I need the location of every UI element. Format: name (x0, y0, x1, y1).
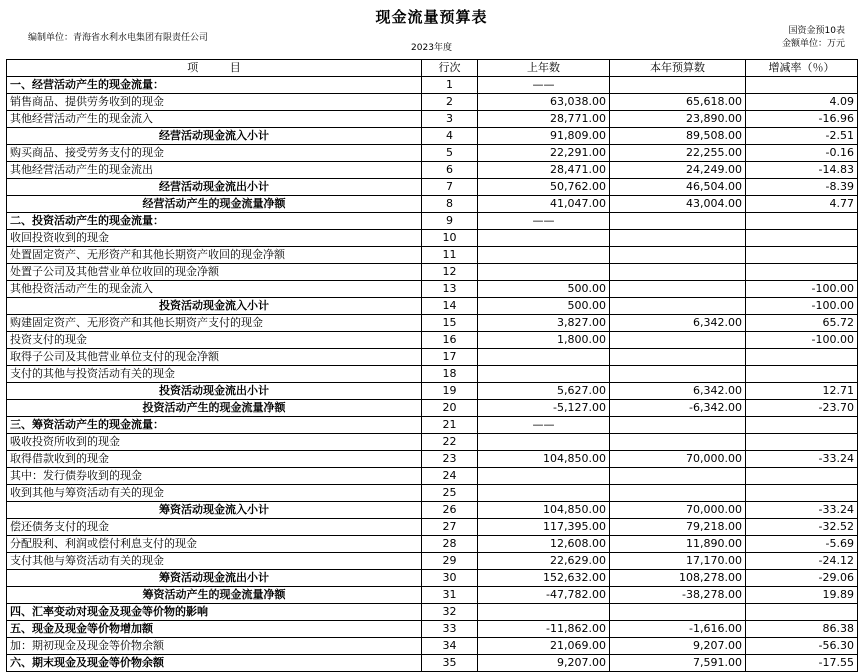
table-row (7, 94, 858, 111)
report-period: 2023年度 (411, 43, 452, 53)
row-item-label: 经营活动产生的现金流量净额 (7, 196, 422, 213)
form-code: 国资金预10表 (788, 26, 845, 36)
row-line-number: 19 (422, 383, 478, 400)
row-budget-year-amount: 46,504.00 (610, 179, 746, 196)
table-row (7, 332, 858, 349)
row-item-label: 筹资活动产生的现金流量净额 (7, 587, 422, 604)
row-prev-year-amount (478, 230, 610, 247)
row-line-number: 33 (422, 621, 478, 638)
table-row (7, 502, 858, 519)
row-prev-year-amount: -5,127.00 (478, 400, 610, 417)
row-change-rate: 86.38 (746, 621, 858, 638)
row-change-rate (746, 213, 858, 230)
row-budget-year-amount: 79,218.00 (610, 519, 746, 536)
row-prev-year-amount (478, 349, 610, 366)
row-budget-year-amount: 11,890.00 (610, 536, 746, 553)
row-budget-year-amount (610, 281, 746, 298)
row-line-number: 7 (422, 179, 478, 196)
row-item-label: 投资活动产生的现金流量净额 (7, 400, 422, 417)
row-prev-year-amount: 91,809.00 (478, 128, 610, 145)
row-budget-year-amount (610, 247, 746, 264)
table-row (7, 213, 858, 230)
column-header-budget-year: 本年预算数 (610, 60, 746, 77)
row-line-number: 28 (422, 536, 478, 553)
row-line-number: 17 (422, 349, 478, 366)
row-item-label: 其他经营活动产生的现金流入 (7, 111, 422, 128)
row-line-number: 35 (422, 655, 478, 672)
page-title: 现金流量预算表 (375, 8, 488, 26)
row-change-rate: -29.06 (746, 570, 858, 587)
row-line-number: 23 (422, 451, 478, 468)
row-change-rate: -100.00 (746, 281, 858, 298)
row-item-label: 五、现金及现金等价物增加额 (7, 621, 422, 638)
row-change-rate: -17.55 (746, 655, 858, 672)
row-prev-year-amount: 22,629.00 (478, 553, 610, 570)
row-line-number: 10 (422, 230, 478, 247)
row-budget-year-amount (610, 468, 746, 485)
row-item-label: 其他投资活动产生的现金流入 (7, 281, 422, 298)
row-prev-year-amount: 104,850.00 (478, 451, 610, 468)
row-prev-year-amount: 117,395.00 (478, 519, 610, 536)
row-budget-year-amount (610, 417, 746, 434)
cash-flow-budget-page (0, 6, 863, 669)
row-prev-year-amount: 12,608.00 (478, 536, 610, 553)
row-change-rate (746, 434, 858, 451)
row-budget-year-amount: 24,249.00 (610, 162, 746, 179)
row-item-label: 其中：发行债券收到的现金 (7, 468, 422, 485)
row-prev-year-amount (478, 604, 610, 621)
column-header-change-rate: 增减率（％） (746, 60, 858, 77)
row-change-rate: -23.70 (746, 400, 858, 417)
row-prev-year-amount: 500.00 (478, 281, 610, 298)
row-change-rate: 4.09 (746, 94, 858, 111)
row-item-label: 经营活动现金流入小计 (7, 128, 422, 145)
row-budget-year-amount: 17,170.00 (610, 553, 746, 570)
row-item-label: 销售商品、提供劳务收到的现金 (7, 94, 422, 111)
row-item-label: 经营活动现金流出小计 (7, 179, 422, 196)
row-line-number: 5 (422, 145, 478, 162)
row-budget-year-amount (610, 230, 746, 247)
row-budget-year-amount: -6,342.00 (610, 400, 746, 417)
row-change-rate (746, 604, 858, 621)
table-row (7, 434, 858, 451)
prepared-by-label: 编制单位： (28, 33, 74, 43)
row-budget-year-amount (610, 213, 746, 230)
row-budget-year-amount: 23,890.00 (610, 111, 746, 128)
row-prev-year-amount (478, 247, 610, 264)
row-change-rate: -16.96 (746, 111, 858, 128)
row-item-label: 四、汇率变动对现金及现金等价物的影响 (7, 604, 422, 621)
row-line-number: 9 (422, 213, 478, 230)
table-row (7, 519, 858, 536)
table-body (7, 77, 858, 672)
row-line-number: 31 (422, 587, 478, 604)
row-item-label: 偿还债务支付的现金 (7, 519, 422, 536)
column-header-line: 行次 (422, 60, 478, 77)
column-header-prev-year: 上年数 (478, 60, 610, 77)
row-prev-year-amount (478, 366, 610, 383)
row-change-rate: -100.00 (746, 298, 858, 315)
table-row (7, 179, 858, 196)
row-change-rate (746, 230, 858, 247)
row-line-number: 2 (422, 94, 478, 111)
row-prev-year-amount (478, 434, 610, 451)
table-row (7, 536, 858, 553)
table-row (7, 366, 858, 383)
table-row (7, 145, 858, 162)
row-line-number: 4 (422, 128, 478, 145)
row-line-number: 34 (422, 638, 478, 655)
row-line-number: 25 (422, 485, 478, 502)
row-change-rate: -2.51 (746, 128, 858, 145)
table-row (7, 417, 858, 434)
row-budget-year-amount: 6,342.00 (610, 315, 746, 332)
table-row (7, 77, 858, 94)
row-line-number: 13 (422, 281, 478, 298)
row-prev-year-amount (478, 264, 610, 281)
row-budget-year-amount (610, 77, 746, 94)
row-change-rate: 12.71 (746, 383, 858, 400)
form-meta (782, 25, 845, 51)
row-item-label: 取得借款收到的现金 (7, 451, 422, 468)
row-budget-year-amount (610, 434, 746, 451)
row-item-label: 处置固定资产、无形资产和其他长期资产收回的现金净额 (7, 247, 422, 264)
row-budget-year-amount (610, 298, 746, 315)
row-budget-year-amount: 70,000.00 (610, 451, 746, 468)
table-row (7, 400, 858, 417)
row-change-rate (746, 247, 858, 264)
row-change-rate: -24.12 (746, 553, 858, 570)
table-header-row (7, 60, 858, 77)
row-line-number: 16 (422, 332, 478, 349)
row-line-number: 22 (422, 434, 478, 451)
row-budget-year-amount: 9,207.00 (610, 638, 746, 655)
row-line-number: 24 (422, 468, 478, 485)
table-row (7, 281, 858, 298)
row-budget-year-amount (610, 366, 746, 383)
row-item-label: 一、经营活动产生的现金流量： (7, 77, 422, 94)
prepared-by-value: 青海省水利水电集团有限责任公司 (73, 33, 209, 43)
row-budget-year-amount: 65,618.00 (610, 94, 746, 111)
row-change-rate (746, 468, 858, 485)
row-line-number: 21 (422, 417, 478, 434)
row-item-label: 二、投资活动产生的现金流量： (7, 213, 422, 230)
row-prev-year-amount: 104,850.00 (478, 502, 610, 519)
row-line-number: 6 (422, 162, 478, 179)
row-change-rate: 65.72 (746, 315, 858, 332)
row-item-label: 分配股利、利润或偿付利息支付的现金 (7, 536, 422, 553)
table-row (7, 128, 858, 145)
table-row (7, 247, 858, 264)
table-row (7, 383, 858, 400)
row-item-label: 收回投资收到的现金 (7, 230, 422, 247)
row-prev-year-amount: -47,782.00 (478, 587, 610, 604)
table-row (7, 587, 858, 604)
row-budget-year-amount: 22,255.00 (610, 145, 746, 162)
table-row (7, 111, 858, 128)
table-row (7, 451, 858, 468)
row-prev-year-amount: 1,800.00 (478, 332, 610, 349)
row-prev-year-amount: —— (478, 213, 610, 230)
row-item-label: 购建固定资产、无形资产和其他长期资产支付的现金 (7, 315, 422, 332)
cash-flow-table (6, 59, 858, 672)
row-change-rate (746, 485, 858, 502)
row-line-number: 32 (422, 604, 478, 621)
row-prev-year-amount: 152,632.00 (478, 570, 610, 587)
row-change-rate: -33.24 (746, 502, 858, 519)
row-item-label: 加：期初现金及现金等价物余额 (7, 638, 422, 655)
row-prev-year-amount: 9,207.00 (478, 655, 610, 672)
row-item-label: 吸收投资所收到的现金 (7, 434, 422, 451)
row-line-number: 15 (422, 315, 478, 332)
table-row (7, 298, 858, 315)
row-prev-year-amount (478, 485, 610, 502)
row-budget-year-amount: 6,342.00 (610, 383, 746, 400)
row-prev-year-amount: 41,047.00 (478, 196, 610, 213)
row-budget-year-amount (610, 264, 746, 281)
column-header-item: 项 目 (7, 60, 422, 77)
row-prev-year-amount: -11,862.00 (478, 621, 610, 638)
row-change-rate (746, 417, 858, 434)
row-prev-year-amount (478, 468, 610, 485)
table-row (7, 604, 858, 621)
row-item-label: 支付的其他与投资活动有关的现金 (7, 366, 422, 383)
row-prev-year-amount: 21,069.00 (478, 638, 610, 655)
row-item-label: 支付其他与筹资活动有关的现金 (7, 553, 422, 570)
row-prev-year-amount: 500.00 (478, 298, 610, 315)
row-line-number: 11 (422, 247, 478, 264)
row-change-rate: 19.89 (746, 587, 858, 604)
table-row (7, 621, 858, 638)
row-item-label: 收到其他与筹资活动有关的现金 (7, 485, 422, 502)
table-row (7, 655, 858, 672)
row-line-number: 3 (422, 111, 478, 128)
row-change-rate: -100.00 (746, 332, 858, 349)
row-budget-year-amount (610, 604, 746, 621)
row-budget-year-amount (610, 349, 746, 366)
document-meta (6, 26, 857, 59)
table-row (7, 553, 858, 570)
row-change-rate: -8.39 (746, 179, 858, 196)
row-change-rate (746, 264, 858, 281)
row-prev-year-amount: 22,291.00 (478, 145, 610, 162)
row-budget-year-amount: 70,000.00 (610, 502, 746, 519)
table-row (7, 264, 858, 281)
row-line-number: 8 (422, 196, 478, 213)
row-change-rate: -5.69 (746, 536, 858, 553)
table-row (7, 230, 858, 247)
row-item-label: 筹资活动现金流入小计 (7, 502, 422, 519)
table-row (7, 315, 858, 332)
row-change-rate: -33.24 (746, 451, 858, 468)
row-item-label: 购买商品、接受劳务支付的现金 (7, 145, 422, 162)
row-budget-year-amount: 89,508.00 (610, 128, 746, 145)
row-line-number: 26 (422, 502, 478, 519)
row-prev-year-amount: 5,627.00 (478, 383, 610, 400)
row-item-label: 六、期末现金及现金等价物余额 (7, 655, 422, 672)
table-row (7, 162, 858, 179)
row-prev-year-amount: —— (478, 77, 610, 94)
row-change-rate (746, 349, 858, 366)
row-budget-year-amount: 7,591.00 (610, 655, 746, 672)
row-budget-year-amount (610, 332, 746, 349)
row-line-number: 27 (422, 519, 478, 536)
row-item-label: 其他经营活动产生的现金流出 (7, 162, 422, 179)
row-line-number: 12 (422, 264, 478, 281)
row-budget-year-amount: 108,278.00 (610, 570, 746, 587)
row-line-number: 30 (422, 570, 478, 587)
table-row (7, 485, 858, 502)
row-prev-year-amount: 63,038.00 (478, 94, 610, 111)
row-budget-year-amount (610, 485, 746, 502)
row-item-label: 投资活动现金流入小计 (7, 298, 422, 315)
row-prev-year-amount: 28,771.00 (478, 111, 610, 128)
row-line-number: 18 (422, 366, 478, 383)
row-prev-year-amount: 50,762.00 (478, 179, 610, 196)
row-item-label: 筹资活动现金流出小计 (7, 570, 422, 587)
row-change-rate: -14.83 (746, 162, 858, 179)
row-budget-year-amount: 43,004.00 (610, 196, 746, 213)
row-item-label: 投资活动现金流出小计 (7, 383, 422, 400)
table-row (7, 570, 858, 587)
amount-unit: 金额单位：万元 (781, 39, 845, 49)
row-line-number: 1 (422, 77, 478, 94)
row-prev-year-amount: 3,827.00 (478, 315, 610, 332)
row-budget-year-amount: -38,278.00 (610, 587, 746, 604)
row-change-rate: -32.52 (746, 519, 858, 536)
table-row (7, 196, 858, 213)
row-change-rate (746, 77, 858, 94)
table-row (7, 638, 858, 655)
row-item-label: 处置子公司及其他营业单位收回的现金净额 (7, 264, 422, 281)
row-prev-year-amount: —— (478, 417, 610, 434)
row-change-rate (746, 366, 858, 383)
row-line-number: 29 (422, 553, 478, 570)
row-line-number: 20 (422, 400, 478, 417)
row-item-label: 取得子公司及其他营业单位支付的现金净额 (7, 349, 422, 366)
row-change-rate: -0.16 (746, 145, 858, 162)
row-budget-year-amount: -1,616.00 (610, 621, 746, 638)
table-row (7, 468, 858, 485)
row-change-rate: 4.77 (746, 196, 858, 213)
row-item-label: 三、筹资活动产生的现金流量： (7, 417, 422, 434)
row-change-rate: -56.30 (746, 638, 858, 655)
row-line-number: 14 (422, 298, 478, 315)
row-prev-year-amount: 28,471.00 (478, 162, 610, 179)
row-item-label: 投资支付的现金 (7, 332, 422, 349)
table-row (7, 349, 858, 366)
